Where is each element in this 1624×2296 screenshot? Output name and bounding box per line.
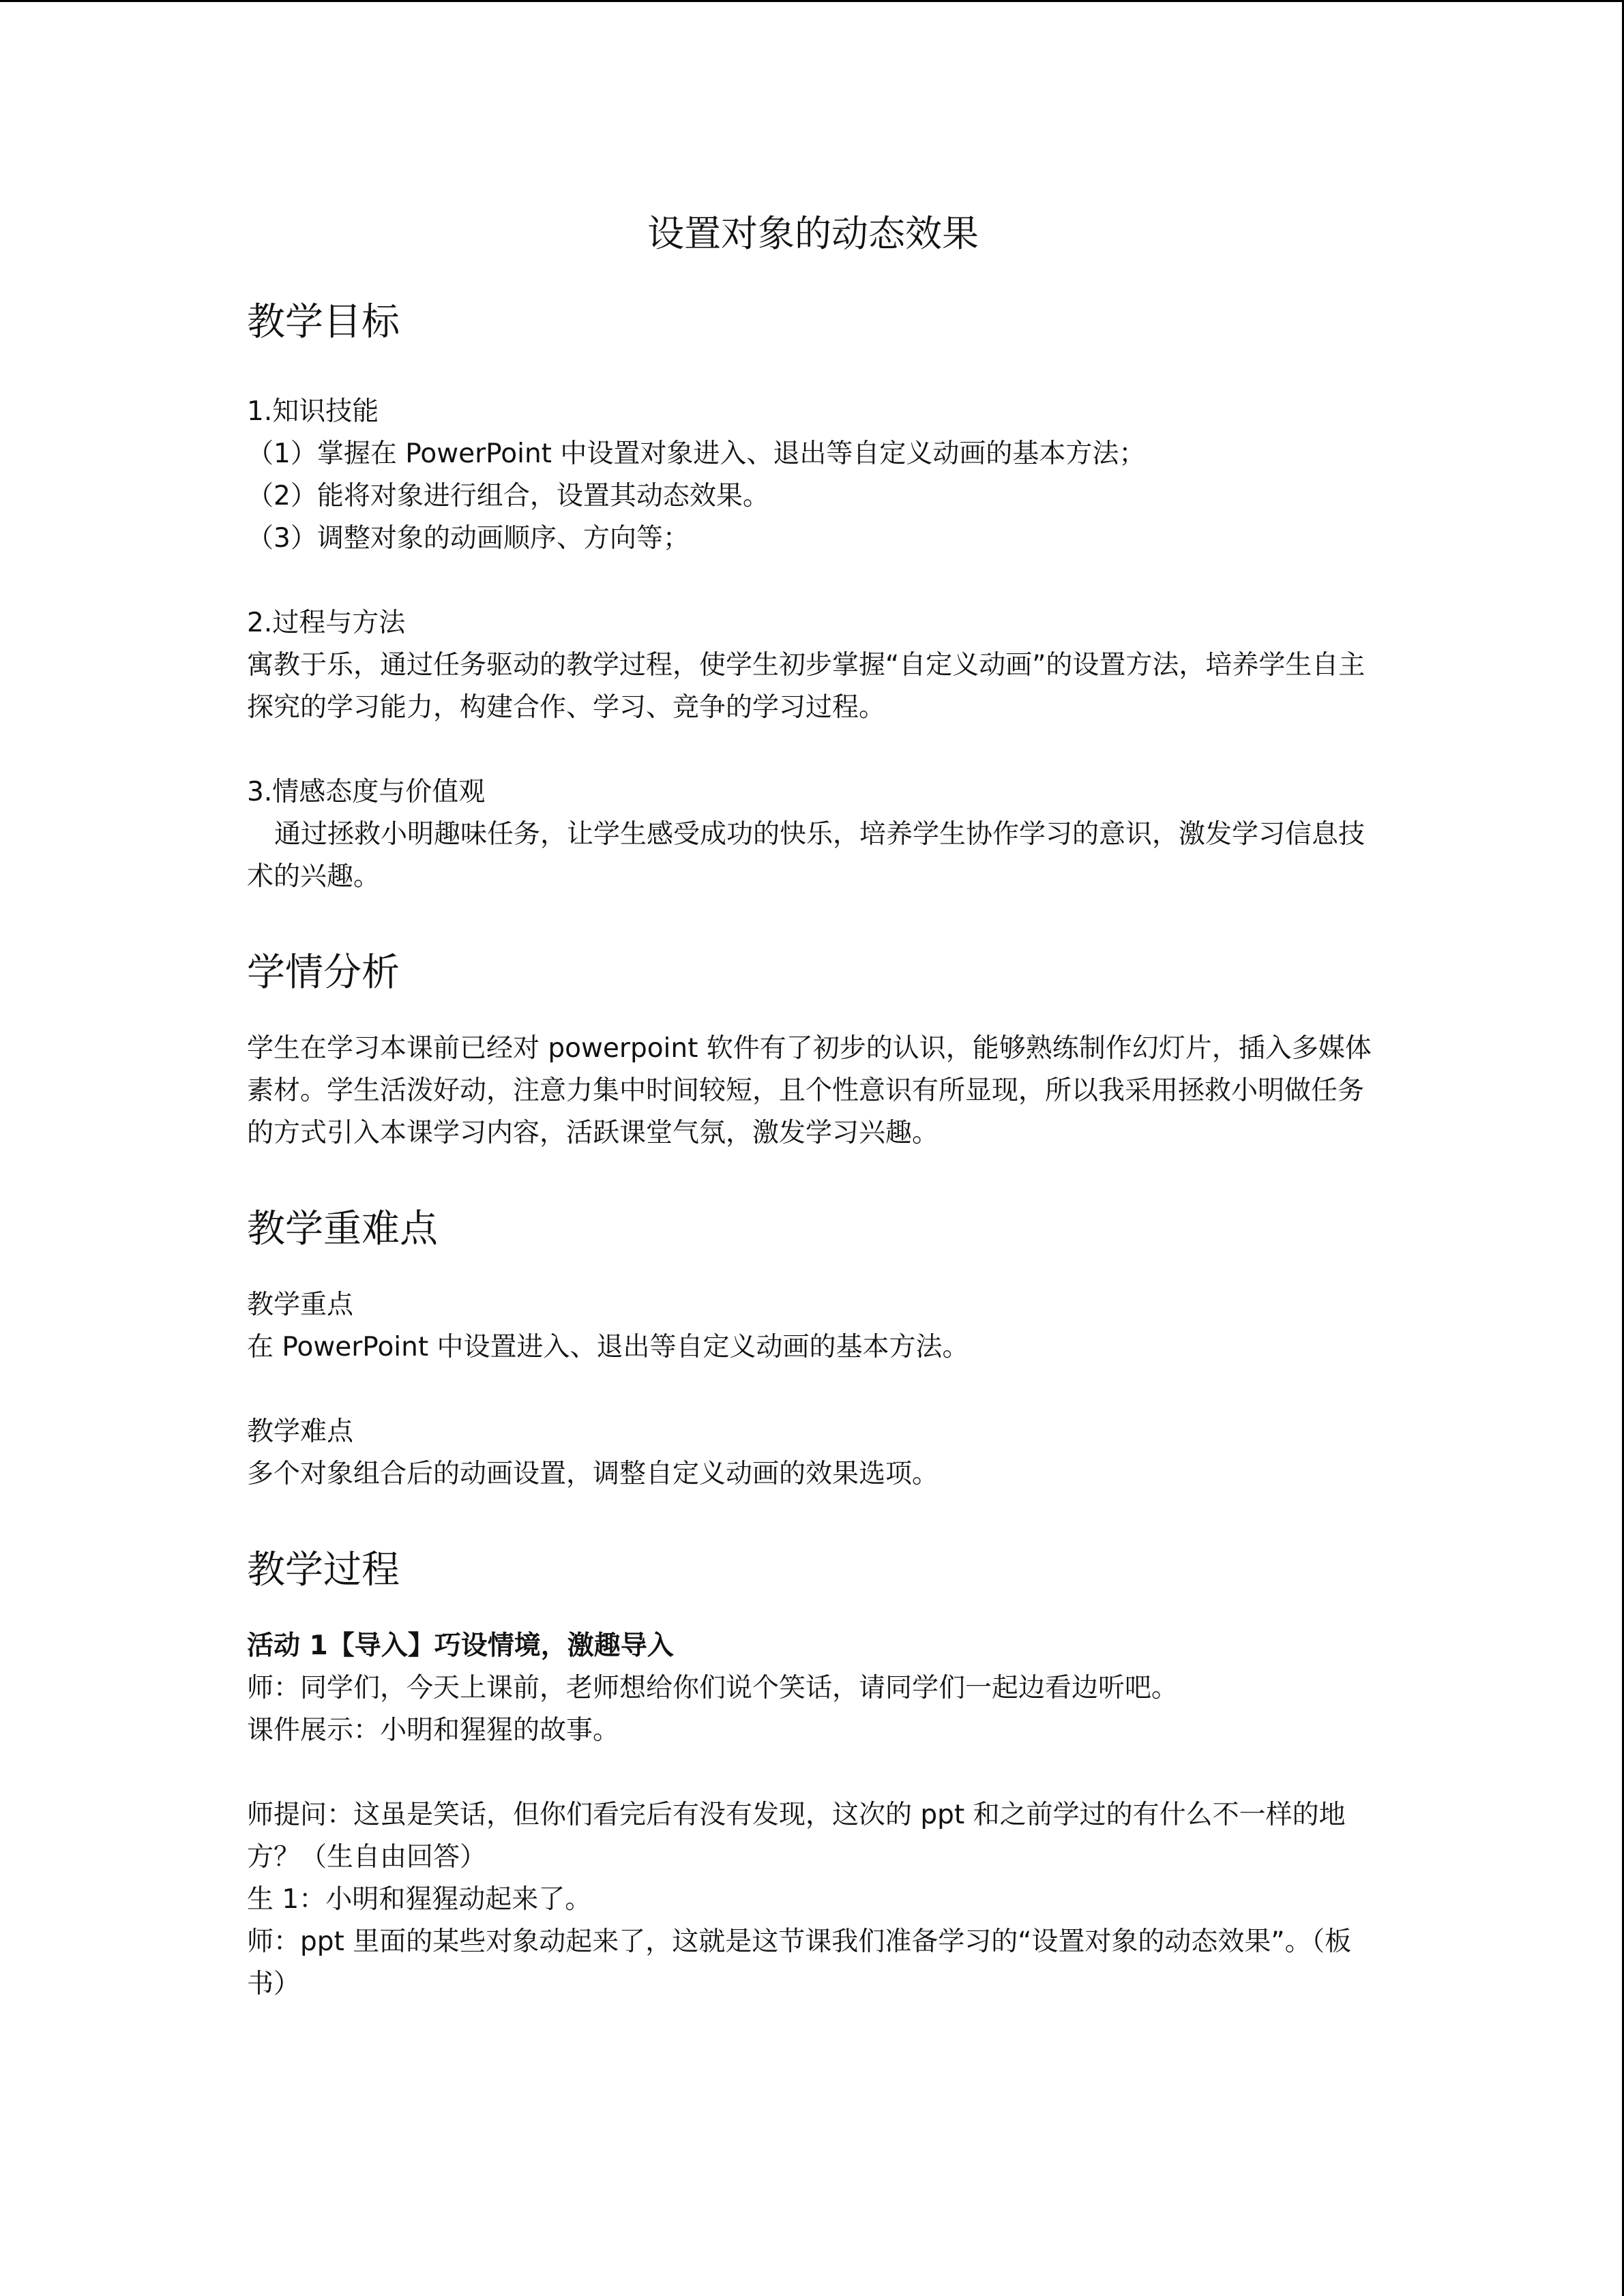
focus-text: 在 PowerPoint 中设置进入、退出等自定义动画的基本方法。 bbox=[247, 1332, 969, 1362]
procedure-line: 课件展示：小明和猩猩的故事。 bbox=[247, 1715, 620, 1746]
difficulty-label: 教学难点 bbox=[247, 1416, 354, 1447]
knowledge-label: 1.知识技能 bbox=[247, 396, 379, 427]
focus-label: 教学重点 bbox=[247, 1289, 354, 1320]
knowledge-item: （1）掌握在 PowerPoint 中设置对象进入、退出等自定义动画的基本方法； bbox=[247, 438, 1146, 469]
analysis-text: 学生在学习本课前已经对 powerpoint 软件有了初步的认识，能够熟练制作幻灯片，插入多媒体素材。学生活泼好动，注意力集中时间较短，且个性意识有所显现，所以我采用拯救小明做任务的方式引入本课学习内容，活跃课堂气氛，激发学习兴趣。 bbox=[247, 1033, 1372, 1148]
spacer bbox=[247, 1369, 1379, 1411]
spacer bbox=[247, 1495, 1379, 1543]
knowledge-item: （3）调整对象的动画顺序、方向等； bbox=[247, 523, 690, 554]
emotion-text: 通过拯救小明趣味任务，让学生感受成功的快乐，培养学生协作学习的意识，激发学习信息技术的兴趣。 bbox=[247, 819, 1365, 892]
teacher-question: 师提问：这虽是笑话，但你们看完后有没有发现，这次的 ppt 和之前学过的有什么不一样的地方？（生自由回答） bbox=[247, 1800, 1346, 1873]
difficulty-text: 多个对象组合后的动画设置，调整自定义动画的效果选项。 bbox=[247, 1459, 939, 1489]
spacer bbox=[247, 1598, 1379, 1625]
spacer bbox=[247, 1000, 1379, 1028]
spacer bbox=[247, 1154, 1379, 1202]
section-heading-analysis: 学情分析 bbox=[247, 951, 400, 995]
spacer bbox=[247, 350, 1379, 391]
emotion-label: 3.情感态度与价值观 bbox=[247, 777, 486, 807]
section-heading-key-points: 教学重难点 bbox=[247, 1207, 438, 1251]
process-label: 2.过程与方法 bbox=[247, 608, 406, 638]
spacer bbox=[247, 1752, 1379, 1794]
spacer bbox=[247, 729, 1379, 771]
activity-title: 活动 1【导入】巧设情境，激趣导入 bbox=[247, 1630, 674, 1661]
spacer bbox=[247, 898, 1379, 946]
spacer bbox=[247, 560, 1379, 602]
section-heading-goals: 教学目标 bbox=[247, 300, 400, 344]
process-text: 寓教于乐，通过任务驱动的教学过程，使学生初步掌握“自定义动画”的设置方法，培养学生自主探究的学习能力，构建合作、学习、竞争的学习过程。 bbox=[247, 650, 1365, 723]
teacher-summary: 师：ppt 里面的某些对象动起来了，这就是这节课我们准备学习的“设置对象的动态效果”。（板书） bbox=[247, 1926, 1352, 1999]
section-heading-procedure: 教学过程 bbox=[247, 1548, 400, 1592]
procedure-line: 师：同学们，今天上课前，老师想给你们说个笑话，请同学们一起边看边听吧。 bbox=[247, 1673, 1179, 1703]
knowledge-item: （2）能将对象进行组合，设置其动态效果。 bbox=[247, 481, 769, 511]
document-body bbox=[247, 207, 1379, 2006]
spacer bbox=[247, 1257, 1379, 1284]
student-answer: 生 1：小明和猩猩动起来了。 bbox=[247, 1884, 592, 1915]
document-title: 设置对象的动态效果 bbox=[647, 212, 979, 255]
